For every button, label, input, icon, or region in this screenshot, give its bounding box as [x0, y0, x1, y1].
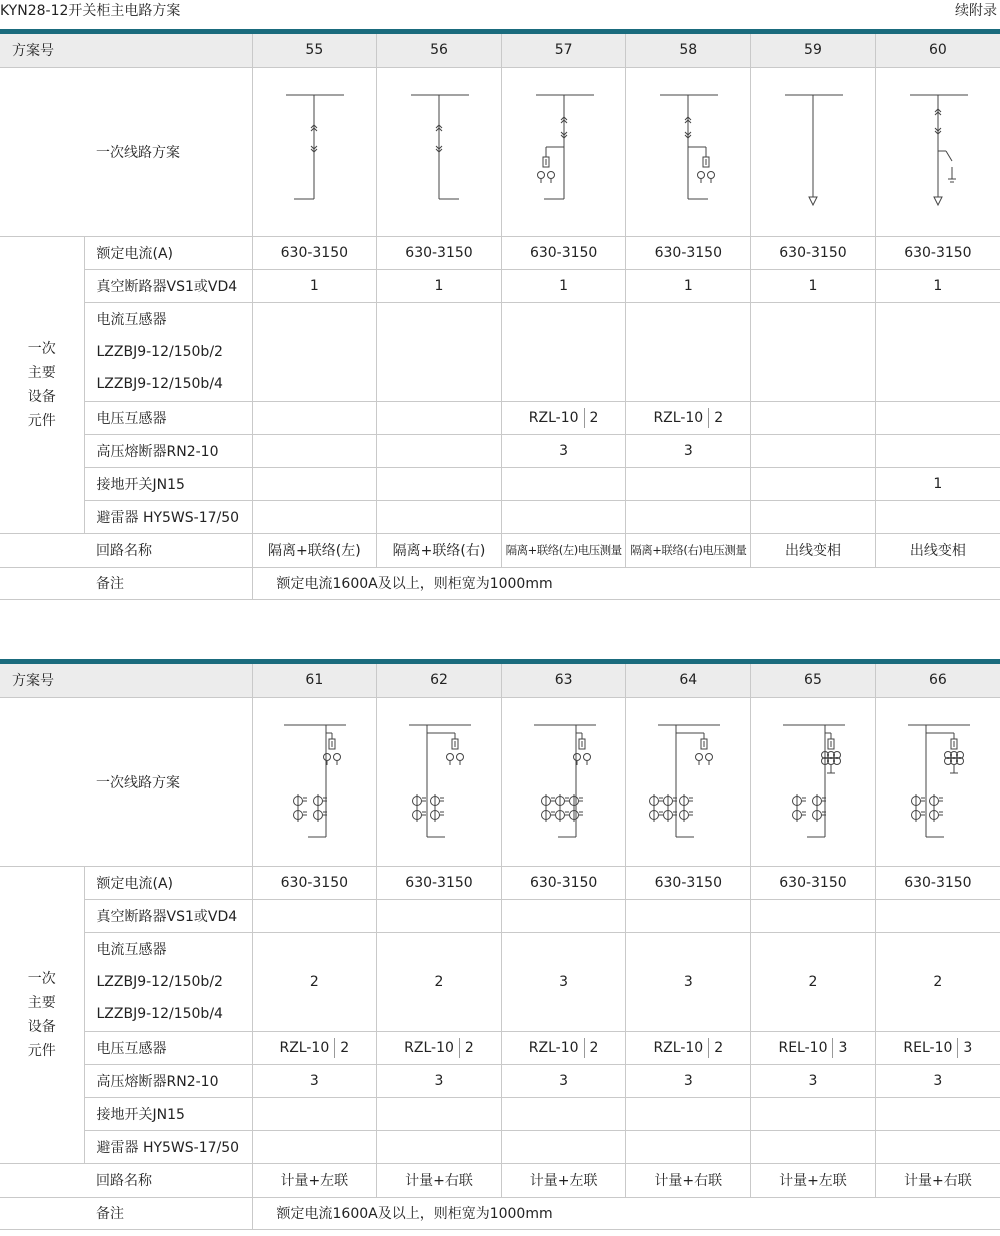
- fuse-value: 3: [626, 434, 751, 467]
- remark-label: 备注: [0, 1197, 252, 1229]
- earth-value: [751, 467, 876, 500]
- diagram-cell: [501, 697, 626, 866]
- ct-model-2: LZZBJ9-12/150b/4: [84, 368, 252, 401]
- pt-model: RZL-10: [528, 409, 579, 426]
- pt-value: [875, 1031, 1000, 1064]
- earth-value: [501, 1097, 626, 1130]
- fuse-value: [377, 434, 502, 467]
- arrester-value: [875, 1130, 1000, 1163]
- continued-label: 续附录: [955, 3, 997, 19]
- breaker-value: [252, 899, 377, 932]
- ct-value: [875, 302, 1000, 401]
- scheme-no-label: 方案号: [0, 34, 252, 67]
- circuit-name-value: 计量+右联: [377, 1163, 502, 1197]
- pt-model: RZL-10: [279, 1039, 330, 1056]
- pt-divider: [957, 1038, 958, 1058]
- remark-row: [0, 567, 1000, 599]
- earth-value: 1: [875, 467, 1000, 500]
- earth-label: 接地开关JN15: [84, 1097, 252, 1130]
- pt-qty: 2: [464, 1039, 474, 1056]
- pt-value: [875, 401, 1000, 434]
- pt-model: RZL-10: [404, 1039, 454, 1056]
- rated-current-row: [0, 866, 1000, 899]
- metering-right-diagram-icon: [377, 717, 501, 847]
- primary-circuit-label: 一次线路方案: [0, 67, 252, 236]
- pt-qty: 2: [714, 409, 724, 426]
- arrester-label: 避雷器 HY5WS-17/50: [84, 1130, 252, 1163]
- pt-value: [751, 401, 876, 434]
- group-label-line: 主要: [27, 364, 56, 381]
- breaker-value: [751, 899, 876, 932]
- scheme-no-row: [0, 34, 1000, 67]
- ct-value: 3: [626, 932, 751, 1031]
- scheme-no-label: 方案号: [0, 664, 252, 697]
- group-label-line: 元件: [27, 1042, 56, 1059]
- earth-value: [377, 1097, 502, 1130]
- pt-divider: [584, 408, 585, 428]
- earth-value: [751, 1097, 876, 1130]
- pt-value: [626, 1031, 751, 1064]
- diagram-cell: [626, 67, 751, 236]
- earth-value: [626, 467, 751, 500]
- fuse-value: 3: [377, 1064, 502, 1097]
- rated-current-value: 630-3150: [252, 866, 377, 899]
- rated-current-value: 630-3150: [377, 866, 502, 899]
- rated-current-value: 630-3150: [751, 866, 876, 899]
- ct-value: 3: [501, 932, 626, 1031]
- circuit-name-value: 计量+右联: [875, 1163, 1000, 1197]
- metering-right-3pt-diagram-icon: [876, 717, 1000, 847]
- arrester-row: [0, 1130, 1000, 1163]
- ct-model-1: LZZBJ9-12/150b/2: [96, 973, 223, 990]
- rated-current-value: 630-3150: [626, 236, 751, 269]
- pt-label: 电压互感器: [84, 401, 252, 434]
- metering-left-3ct-diagram-icon: [502, 717, 626, 847]
- pt-value: [377, 1031, 502, 1064]
- circuit-name-value: 隔离+联络(右)电压测量: [626, 533, 751, 567]
- rated-current-value: 630-3150: [875, 236, 1000, 269]
- earth-value: [252, 467, 377, 500]
- fuse-value: 3: [501, 434, 626, 467]
- group-label-line: 一次: [27, 340, 56, 357]
- rated-current-value: 630-3150: [626, 866, 751, 899]
- metering-right-3ct-diagram-icon: [626, 717, 750, 847]
- isolation-pt-left-diagram-icon: [502, 87, 626, 217]
- diagram-cell: [626, 697, 751, 866]
- arrester-value: [501, 500, 626, 533]
- ct-value: [377, 302, 502, 401]
- fuse-label: 高压熔断器RN2-10: [84, 1064, 252, 1097]
- ct-value: [252, 302, 377, 401]
- page-title: KYN28-12开关柜主电路方案: [0, 3, 181, 19]
- remark-value: 额定电流1600A及以上，则柜宽为1000mm: [252, 1197, 1000, 1229]
- breaker-value: [875, 899, 1000, 932]
- remark-label: 备注: [0, 567, 252, 599]
- circuit-name-row: [0, 1163, 1000, 1197]
- outgoing-phase-diagram-icon: [751, 87, 875, 217]
- ct-label: 电流互感器: [84, 932, 252, 965]
- circuit-name-value: 计量+右联: [626, 1163, 751, 1197]
- circuit-name-value: 计量+左联: [252, 1163, 377, 1197]
- rated-current-value: 630-3150: [501, 236, 626, 269]
- fuse-value: [751, 434, 876, 467]
- fuse-row: [0, 1064, 1000, 1097]
- arrester-row: [0, 500, 1000, 533]
- pt-model: RZL-10: [653, 1039, 704, 1056]
- earth-value: [252, 1097, 377, 1130]
- arrester-value: [875, 500, 1000, 533]
- ct-row: [0, 302, 1000, 335]
- circuit-name-label: 回路名称: [0, 1163, 252, 1197]
- breaker-label: 真空断路器VS1或VD4: [84, 269, 252, 302]
- diagram-cell: [751, 67, 876, 236]
- diagram-cell: [751, 697, 876, 866]
- scheme-no-0: 61: [252, 664, 377, 697]
- pt-qty: 3: [838, 1039, 848, 1056]
- rated-current-row: [0, 236, 1000, 269]
- arrester-value: [377, 1130, 502, 1163]
- isolation-left-diagram-icon: [253, 87, 377, 217]
- ct-value: [626, 302, 751, 401]
- breaker-value: 1: [626, 269, 751, 302]
- diagram-cell: [501, 67, 626, 236]
- circuit-name-value: 出线变相: [875, 533, 1000, 567]
- pt-qty: 2: [589, 1039, 599, 1056]
- diagram-row: [0, 67, 1000, 236]
- rated-current-label: 额定电流(A): [84, 866, 252, 899]
- ct-label: 电流互感器: [84, 302, 252, 335]
- breaker-value: 1: [875, 269, 1000, 302]
- diagram-cell: [377, 697, 502, 866]
- breaker-value: [501, 899, 626, 932]
- group-label-line: 元件: [27, 412, 56, 429]
- pt-divider: [459, 1038, 460, 1058]
- pt-model: RZL-10: [528, 1039, 579, 1056]
- metering-left-diagram-icon: [253, 717, 377, 847]
- isolation-pt-right-diagram-icon: [626, 87, 750, 217]
- arrester-value: [501, 1130, 626, 1163]
- fuse-value: 3: [875, 1064, 1000, 1097]
- scheme-no-5: 66: [875, 664, 1000, 697]
- ct-value: 2: [751, 932, 876, 1031]
- diagram-cell: [377, 67, 502, 236]
- ct-value: 2: [377, 932, 502, 1031]
- pt-value: [626, 401, 751, 434]
- scheme-no-4: 65: [751, 664, 876, 697]
- equipment-group-label: [0, 236, 84, 533]
- fuse-label: 高压熔断器RN2-10: [84, 434, 252, 467]
- scheme-no-1: 62: [377, 664, 502, 697]
- earth-value: [626, 1097, 751, 1130]
- pt-row: [0, 401, 1000, 434]
- diagram-row: [0, 697, 1000, 866]
- earth-row: [0, 1097, 1000, 1130]
- group-label-line: 主要: [27, 994, 56, 1011]
- arrester-value: [626, 1130, 751, 1163]
- breaker-value: 1: [501, 269, 626, 302]
- pt-value: [501, 401, 626, 434]
- ct-row: [0, 932, 1000, 965]
- circuit-name-value: 计量+左联: [751, 1163, 876, 1197]
- table1-grid: [0, 34, 1000, 600]
- breaker-row: [0, 269, 1000, 302]
- scheme-no-2: 57: [501, 34, 626, 67]
- circuit-name-row: [0, 533, 1000, 567]
- pt-value: [751, 1031, 876, 1064]
- pt-value: [501, 1031, 626, 1064]
- pt-divider: [334, 1038, 335, 1058]
- rated-current-value: 630-3150: [751, 236, 876, 269]
- arrester-value: [751, 1130, 876, 1163]
- pt-value: [377, 401, 502, 434]
- fuse-value: 3: [501, 1064, 626, 1097]
- earth-value: [875, 1097, 1000, 1130]
- ct-value: [501, 302, 626, 401]
- primary-circuit-label: 一次线路方案: [0, 697, 252, 866]
- arrester-value: [377, 500, 502, 533]
- earth-label: 接地开关JN15: [84, 467, 252, 500]
- remark-value: 额定电流1600A及以上，则柜宽为1000mm: [252, 567, 1000, 599]
- remark-row: [0, 1197, 1000, 1229]
- arrester-value: [626, 500, 751, 533]
- pt-model: REL-10: [903, 1039, 953, 1056]
- earth-value: [501, 467, 626, 500]
- arrester-value: [252, 500, 377, 533]
- pt-value: [252, 401, 377, 434]
- circuit-name-value: 隔离+联络(左)电压测量: [501, 533, 626, 567]
- pt-qty: 2: [340, 1039, 350, 1056]
- pt-row: [0, 1031, 1000, 1064]
- circuit-name-label: 回路名称: [0, 533, 252, 567]
- breaker-value: 1: [377, 269, 502, 302]
- circuit-name-value: 隔离+联络(右): [377, 533, 502, 567]
- rated-current-label: 额定电流(A): [84, 236, 252, 269]
- earth-value: [377, 467, 502, 500]
- pt-qty: 2: [714, 1039, 724, 1056]
- breaker-value: [377, 899, 502, 932]
- scheme-no-4: 59: [751, 34, 876, 67]
- rated-current-value: 630-3150: [501, 866, 626, 899]
- fuse-value: [875, 434, 1000, 467]
- group-label-line: 设备: [27, 1018, 56, 1035]
- arrester-label: 避雷器 HY5WS-17/50: [84, 500, 252, 533]
- isolation-right-diagram-icon: [377, 87, 501, 217]
- breaker-label: 真空断路器VS1或VD4: [84, 899, 252, 932]
- pt-model: REL-10: [778, 1039, 828, 1056]
- ct-value: [751, 302, 876, 401]
- metering-left-3pt-diagram-icon: [751, 717, 875, 847]
- fuse-value: 3: [751, 1064, 876, 1097]
- group-label-line: 设备: [27, 388, 56, 405]
- circuit-name-value: 计量+左联: [501, 1163, 626, 1197]
- scheme-no-5: 60: [875, 34, 1000, 67]
- equipment-group-label: [0, 866, 84, 1163]
- arrester-value: [751, 500, 876, 533]
- group-label-line: 一次: [27, 970, 56, 987]
- fuse-value: 3: [252, 1064, 377, 1097]
- ct-model-2: LZZBJ9-12/150b/4: [84, 998, 252, 1031]
- pt-divider: [708, 408, 709, 428]
- scheme-no-0: 55: [252, 34, 377, 67]
- pt-divider: [708, 1038, 709, 1058]
- circuit-name-value: 隔离+联络(左): [252, 533, 377, 567]
- breaker-row: [0, 899, 1000, 932]
- outgoing-phase-earth-diagram-icon: [876, 87, 1000, 217]
- ct-value: 2: [252, 932, 377, 1031]
- pt-model: RZL-10: [653, 409, 704, 426]
- rated-current-value: 630-3150: [252, 236, 377, 269]
- pt-qty: 3: [963, 1039, 973, 1056]
- scheme-no-2: 63: [501, 664, 626, 697]
- fuse-value: [252, 434, 377, 467]
- rated-current-value: 630-3150: [875, 866, 1000, 899]
- fuse-row: [0, 434, 1000, 467]
- pt-qty: 2: [589, 409, 599, 426]
- earth-row: [0, 467, 1000, 500]
- scheme-no-row: [0, 664, 1000, 697]
- rated-current-value: 630-3150: [377, 236, 502, 269]
- breaker-value: 1: [252, 269, 377, 302]
- circuit-name-value: 出线变相: [751, 533, 876, 567]
- breaker-value: [626, 899, 751, 932]
- pt-divider: [584, 1038, 585, 1058]
- page-header: [0, 0, 1000, 24]
- scheme-no-3: 64: [626, 664, 751, 697]
- pt-label: 电压互感器: [84, 1031, 252, 1064]
- scheme-no-3: 58: [626, 34, 751, 67]
- pt-value: [252, 1031, 377, 1064]
- table2-grid: [0, 664, 1000, 1230]
- ct-model-1: LZZBJ9-12/150b/2: [96, 343, 223, 360]
- arrester-value: [252, 1130, 377, 1163]
- diagram-cell: [875, 67, 1000, 236]
- diagram-cell: [875, 697, 1000, 866]
- breaker-value: 1: [751, 269, 876, 302]
- diagram-cell: [252, 697, 377, 866]
- fuse-value: 3: [626, 1064, 751, 1097]
- ct-value: 2: [875, 932, 1000, 1031]
- diagram-cell: [252, 67, 377, 236]
- scheme-no-1: 56: [377, 34, 502, 67]
- pt-divider: [832, 1038, 833, 1058]
